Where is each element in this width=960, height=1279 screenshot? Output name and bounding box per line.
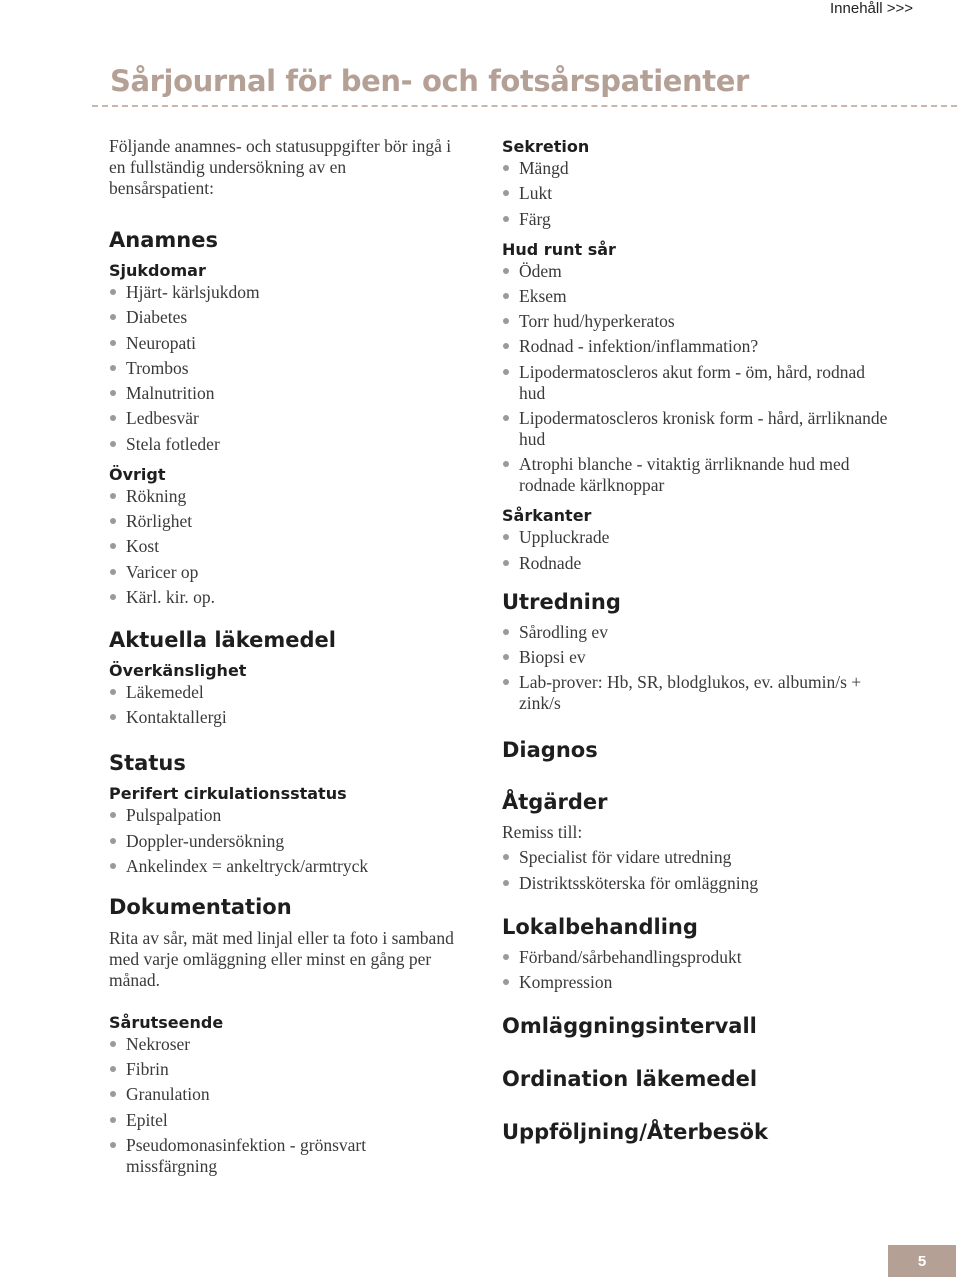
list-item: Eksem [502, 286, 892, 307]
heading-omlaggningsintervall: Omläggningsintervall [502, 1013, 757, 1038]
list-item: Kost [109, 536, 454, 557]
list-item: Specialist för vidare utredning [502, 847, 892, 868]
list-item: Diabetes [109, 307, 454, 328]
list-item: Läkemedel [109, 682, 454, 703]
list-item: Varicer op [109, 562, 454, 583]
list-item: Doppler-undersökning [109, 831, 454, 852]
list-item: Hjärt- kärlsjukdom [109, 282, 454, 303]
heading-status: Status [109, 751, 186, 776]
subheading-overkanslighet: Överkänslighet [109, 660, 247, 680]
list-overkanslighet [109, 682, 454, 728]
subheading-ovrigt: Övrigt [109, 464, 166, 484]
list-item: Förband/sårbehandlingsprodukt [502, 947, 892, 968]
list-item: Rodnad - infektion/inflammation? [502, 336, 892, 357]
list-item: Ödem [502, 261, 892, 282]
list-sjukdomar [109, 282, 454, 455]
list-item: Ledbesvär [109, 408, 454, 429]
remiss-label: Remiss till: [502, 822, 583, 843]
list-sarkanter [502, 527, 892, 573]
list-item: Rörlighet [109, 511, 454, 532]
list-item: Lukt [502, 183, 892, 204]
list-atgarder [502, 847, 892, 893]
list-perifert [109, 805, 454, 877]
page-title: Sårjournal för ben- och fotsårspatienter [110, 64, 749, 98]
list-item: Färg [502, 209, 892, 230]
list-sarutseende [109, 1034, 454, 1177]
page-number: 5 [888, 1245, 956, 1277]
list-item: Nekroser [109, 1034, 454, 1055]
list-item: Atrophi blanche - vitaktig ärrliknande hud med rodnade kärlknoppar [502, 454, 892, 496]
list-utredning [502, 622, 892, 715]
heading-diagnos: Diagnos [502, 738, 598, 763]
list-item: Kärl. kir. op. [109, 587, 454, 608]
list-item: Neuropati [109, 333, 454, 354]
subheading-sjukdomar: Sjukdomar [109, 261, 206, 280]
heading-uppfoljning: Uppföljning/Återbesök [502, 1119, 768, 1144]
list-item: Pulspalpation [109, 805, 454, 826]
list-lokalbehandling [502, 947, 892, 993]
list-item: Biopsi ev [502, 647, 892, 668]
subheading-sarkanter: Sårkanter [502, 506, 592, 526]
list-item: Rodnade [502, 553, 892, 574]
list-sekretion [502, 158, 892, 230]
list-item: Kontaktallergi [109, 707, 454, 728]
list-item: Lipodermatoscleros kronisk form - hård, ärrliknande hud [502, 408, 892, 450]
list-item: Torr hud/hyperkeratos [502, 311, 892, 332]
heading-lokalbehandling: Lokalbehandling [502, 914, 698, 939]
list-item: Lab-prover: Hb, SR, blodglukos, ev. albumin/s + zink/s [502, 672, 892, 714]
heading-dokumentation: Dokumentation [109, 894, 292, 919]
list-item: Distriktssköterska för omläggning [502, 873, 892, 894]
list-item: Lipodermatoscleros akut form - öm, hård, rodnad hud [502, 362, 892, 404]
dokumentation-text: Rita av sår, mät med linjal eller ta foto i samband med varje omläggning eller minst en gång per månad. [109, 927, 454, 990]
heading-aktuella-lakemedel: Aktuella läkemedel [109, 627, 336, 652]
list-item: Stela fotleder [109, 434, 454, 455]
left-column [109, 136, 454, 1181]
heading-utredning: Utredning [502, 589, 621, 614]
contents-link[interactable]: Innehåll >>> [830, 0, 913, 17]
list-item: Ankelindex = ankeltryck/armtryck [109, 856, 454, 877]
list-item: Pseudomonasinfektion - grönsvart missfärgning [109, 1135, 454, 1177]
list-item: Fibrin [109, 1059, 454, 1080]
list-item: Granulation [109, 1084, 454, 1105]
list-hud-runt-sar [502, 261, 892, 497]
list-item: Sårodling ev [502, 622, 892, 643]
subheading-perifert: Perifert cirkulationsstatus [109, 784, 347, 804]
list-item: Trombos [109, 358, 454, 379]
list-item: Epitel [109, 1110, 454, 1131]
heading-ordination-lakemedel: Ordination läkemedel [502, 1066, 758, 1091]
intro-text: Följande anamnes- och statusuppgifter bör ingå i en fullständig undersökning av en bensårspatient: [109, 136, 452, 198]
list-item: Uppluckrade [502, 527, 892, 548]
right-column [502, 136, 892, 1145]
subheading-sekretion: Sekretion [502, 137, 590, 156]
list-ovrigt [109, 486, 454, 608]
subheading-hud-runt-sar: Hud runt sår [502, 239, 616, 259]
heading-atgarder: Åtgärder [502, 790, 608, 815]
list-item: Malnutrition [109, 383, 454, 404]
heading-anamnes: Anamnes [109, 228, 218, 252]
list-item: Kompression [502, 972, 892, 993]
subheading-sarutseende: Sårutseende [109, 1012, 224, 1032]
list-item: Mängd [502, 158, 892, 179]
title-divider [92, 105, 957, 107]
list-item: Rökning [109, 486, 454, 507]
